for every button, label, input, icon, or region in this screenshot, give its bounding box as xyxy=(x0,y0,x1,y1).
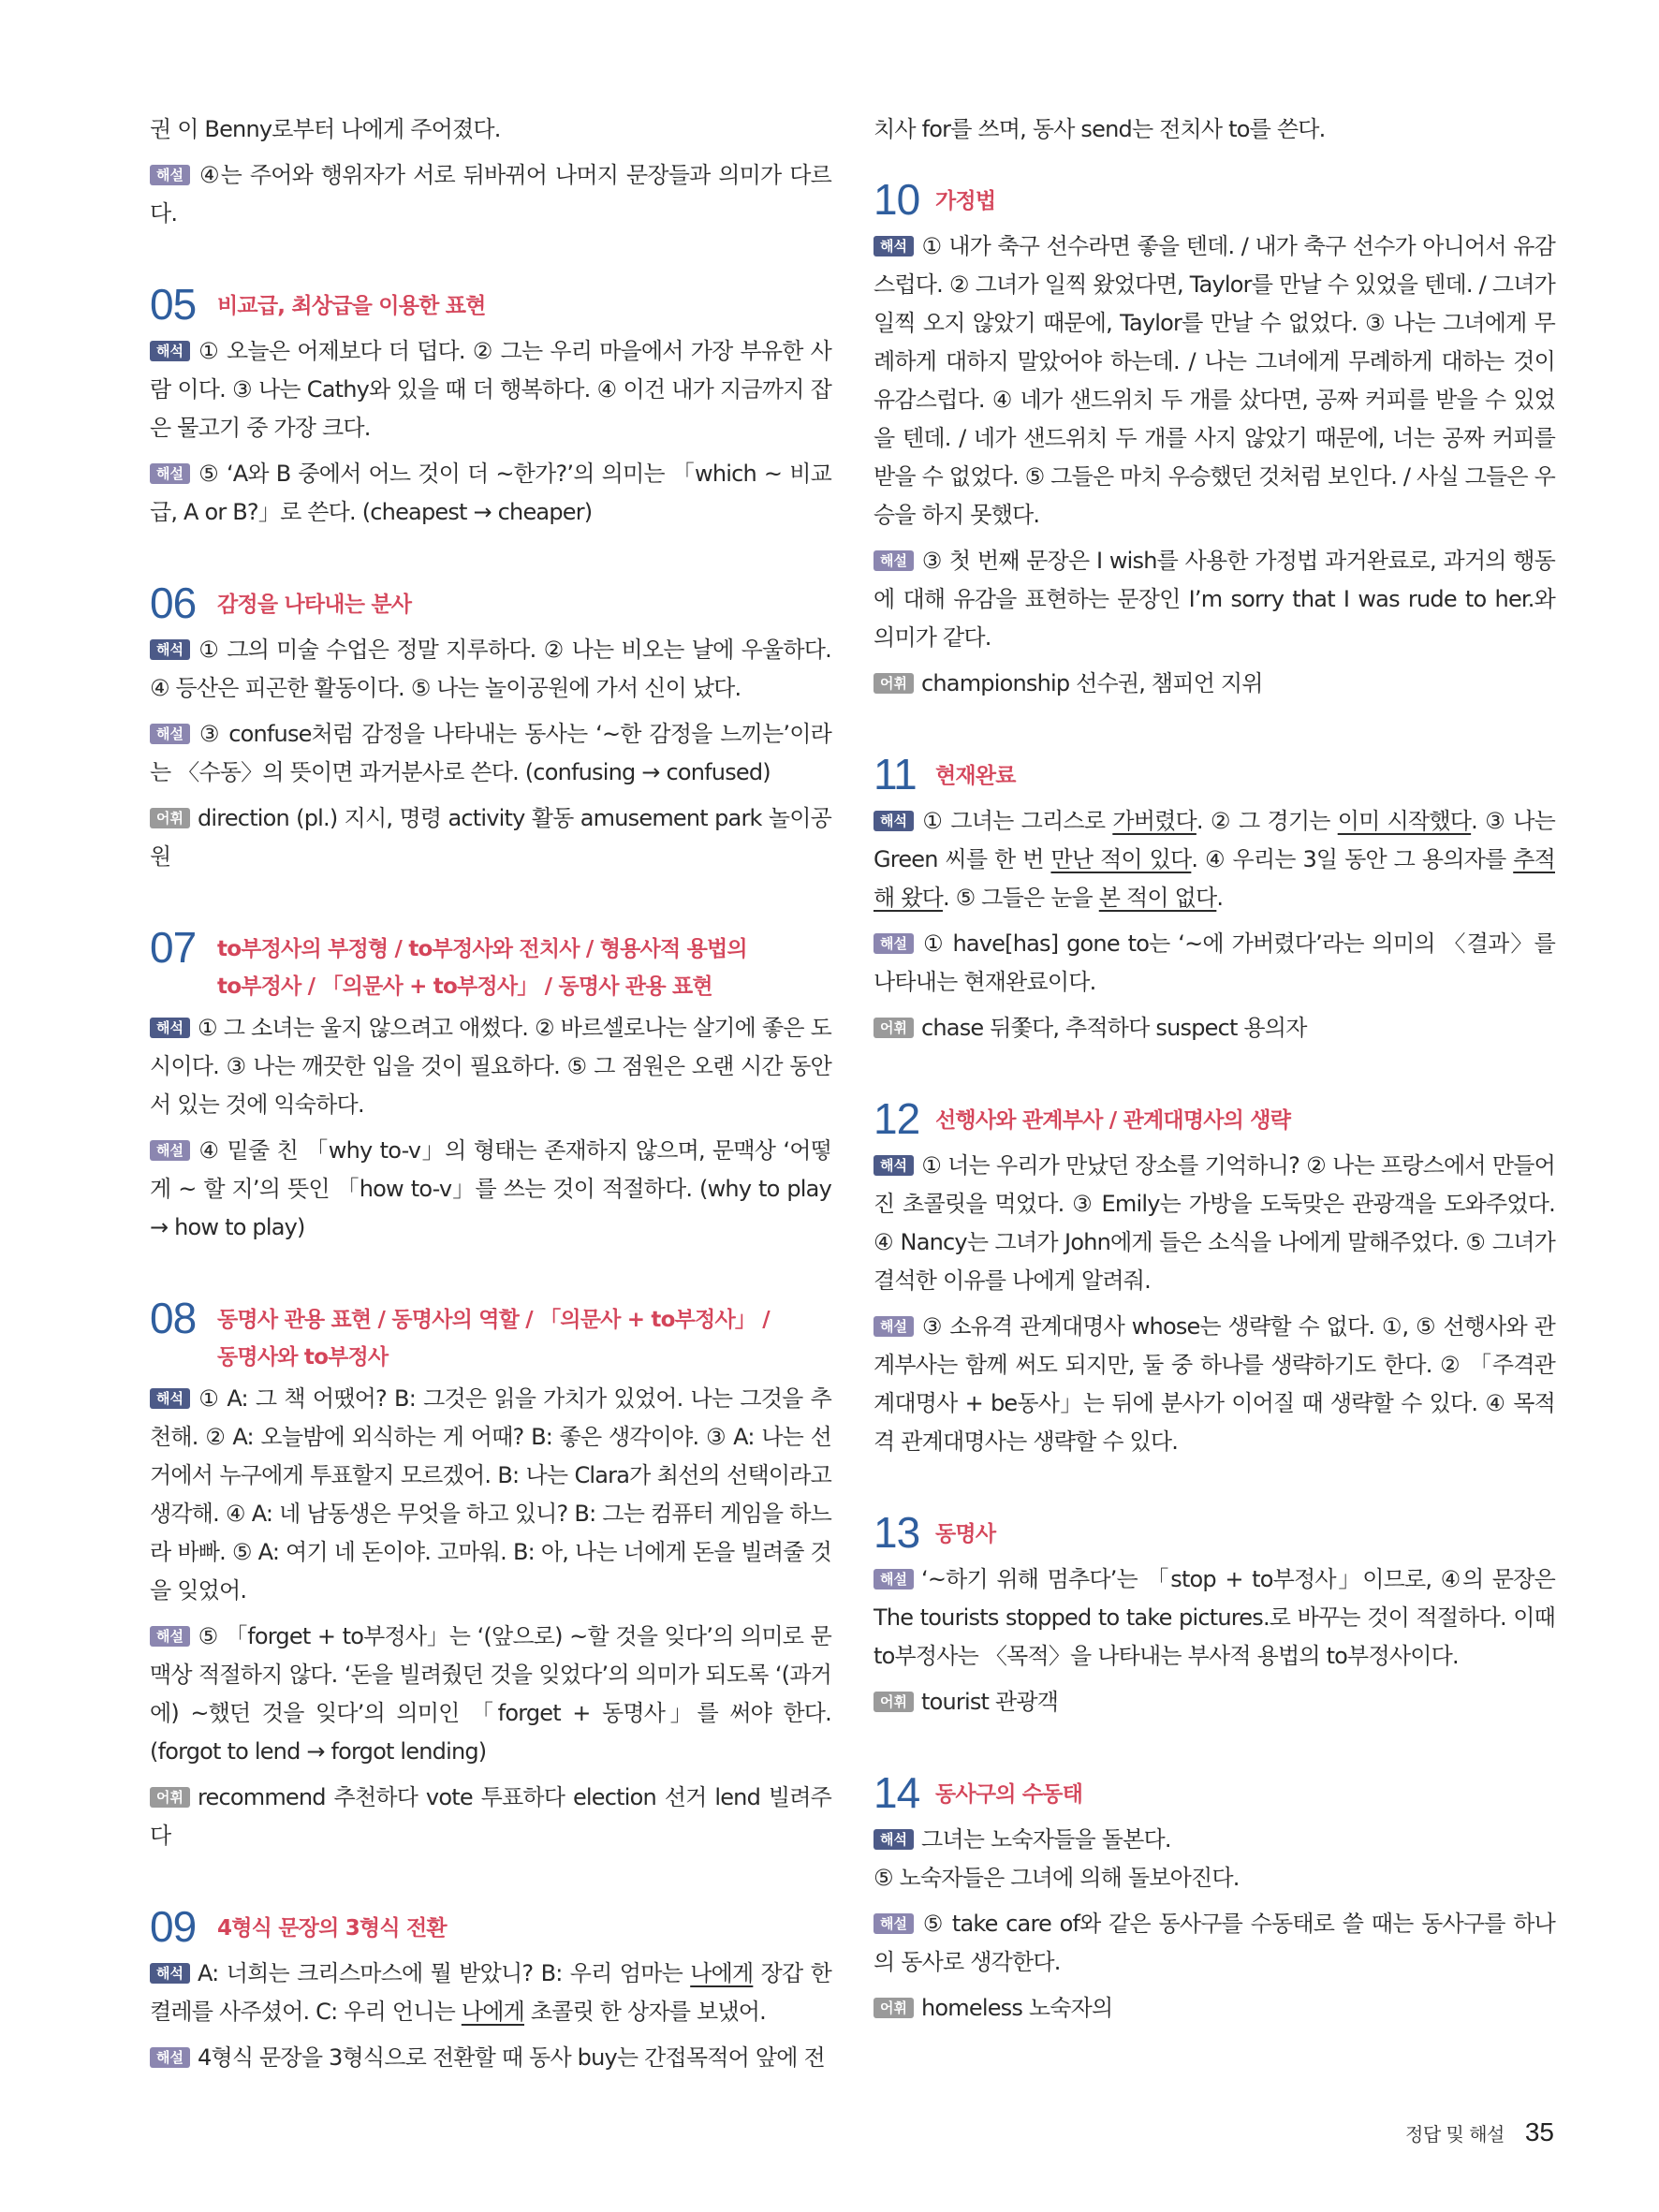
explanation xyxy=(150,455,831,532)
translation-badge: 해석 xyxy=(874,811,914,831)
section-header xyxy=(874,750,1555,798)
translation-line2: ⑤ 노숙자들은 그녀에 의해 돌보아진다. xyxy=(874,1865,1240,1891)
translation-badge: 해석 xyxy=(150,1018,190,1038)
section-title-line2: to부정사 / 「의문사 + to부정사」 / 동명사 관용 표현 xyxy=(217,974,712,999)
section-header xyxy=(874,1094,1555,1143)
translation xyxy=(150,1955,831,2031)
section-title-line2: 동명사와 to부정사 xyxy=(217,1345,389,1370)
translation-text: . ⑤ 그들은 눈을 xyxy=(942,885,1099,911)
translation-badge: 해석 xyxy=(150,1963,190,1984)
explanation-text: ‘~하기 위해 멈추다’는 「stop + to부정사」이므로, ④의 문장은 The tourists stopped to take pictures.로 바꾸는 것이 적절하다. 이때 to부정사는 〈목적〉을 나타내는 부사적 용법의 to부정사이다. xyxy=(874,1566,1555,1669)
explanation-text: ⑤ ‘A와 B 중에서 어느 것이 더 ~한가?’의 의미는 「which ~ 비교급, A or B?」로 쓴다. (cheapest → cheaper) xyxy=(150,461,831,525)
right-column xyxy=(874,110,1555,2035)
section-number: 06 xyxy=(150,579,197,627)
section-header xyxy=(150,1294,831,1376)
explanation-badge: 해설 xyxy=(874,1569,914,1589)
translation xyxy=(874,1147,1555,1300)
vocabulary xyxy=(874,1009,1555,1047)
explanation-badge: 해설 xyxy=(150,2047,190,2068)
vocabulary xyxy=(874,1989,1555,2028)
explanation xyxy=(150,715,831,792)
translation-text: . ③ 나는 Green 씨를 한 번 xyxy=(874,808,1555,872)
underlined-text: 만난 적이 있다 xyxy=(1050,846,1192,872)
underlined-text: 나에게 xyxy=(461,1999,524,2025)
explanation-text: ④ 밑줄 친 「why to-v」의 형태는 존재하지 않으며, 문맥상 ‘어떻게 ~ 할 지’의 뜻인 「how to-v」를 쓰는 것이 적절하다. (why to play → how to play) xyxy=(150,1137,831,1240)
translation xyxy=(150,332,831,447)
vocabulary xyxy=(150,799,831,876)
section-12 xyxy=(874,1094,1555,1461)
explanation-text: ③ 소유격 관계대명사 whose는 생략할 수 없다. ①, ⑤ 선행사와 관계부사는 함께 써도 되지만, 둘 중 하나를 생략하기도 한다. ② 「주격관계대명사 + be동사」는 뒤에 분사가 이어질 때 생략할 수 있다. ④ 목적격 관계대명사는 생략할 수 있다. xyxy=(874,1313,1555,1455)
section-number: 05 xyxy=(150,280,197,329)
section-14 xyxy=(874,1768,1555,2028)
vocabulary xyxy=(874,1683,1555,1721)
section-10 xyxy=(874,175,1555,703)
translation xyxy=(874,227,1555,535)
vocabulary xyxy=(150,1779,831,1855)
vocabulary-badge: 어휘 xyxy=(150,808,190,828)
translation-badge: 해석 xyxy=(874,1155,914,1176)
underlined-text: 이미 시작했다 xyxy=(1337,808,1472,834)
section-number: 08 xyxy=(150,1294,197,1342)
section-number: 11 xyxy=(874,750,917,798)
section-title: 동사구의 수동태 xyxy=(935,1782,1083,1807)
explanation xyxy=(150,2039,831,2077)
explanation-text: ⑤ take care of와 같은 동사구를 수동태로 쓸 때는 동사구를 하나의 동사로 생각한다. xyxy=(874,1911,1555,1975)
explanation-badge: 해설 xyxy=(874,1316,914,1337)
translation xyxy=(874,1821,1555,1859)
section-title: 동명사 관용 표현 / 동명사의 역할 / 「의문사 + to부정사」 / xyxy=(217,1308,770,1332)
intro-text: 권 이 Benny로부터 나에게 주어졌다. xyxy=(150,116,501,142)
vocabulary-text: homeless 노숙자의 xyxy=(920,1995,1113,2021)
section-title: 동명사 xyxy=(935,1522,996,1546)
section-header xyxy=(874,175,1555,224)
translation-badge: 해석 xyxy=(874,236,914,256)
underlined-text: 추적해 왔다 xyxy=(874,846,1555,911)
explanation xyxy=(150,1132,831,1247)
translation-text: ① A: 그 책 어땠어? B: 그것은 읽을 가치가 있었어. 나는 그것을 추천해. ② A: 오늘밤에 외식하는 게 어때? B: 좋은 생각이야. ③ A: 나는 선거에서 누구에게 투표할지 모르겠어. B: 나는 Clara가 최선의 선택이라고 생각해. ④ A: 네 남동생은 무엇을 하고 있니? B: 그는 컴퓨터 게임을 하느라 바빠. ⑤ A: 여기 네 돈이야. 고마워. B: 아, 나는 너에게 돈을 빌려줄 것을 잊었어. xyxy=(150,1385,831,1604)
underlined-text: 가버렸다 xyxy=(1112,808,1197,834)
translation-text: . ② 그 경기는 xyxy=(1196,808,1338,834)
translation-text: . ④ 우리는 3일 동안 그 용의자를 xyxy=(1191,846,1514,872)
explanation-badge: 해설 xyxy=(150,1140,190,1161)
section-title-block xyxy=(217,923,747,1005)
section-13 xyxy=(874,1508,1555,1721)
translation-text: ① 너는 우리가 만났던 장소를 기억하니? ② 나는 프랑스에서 만들어진 초콜릿을 먹었다. ③ Emily는 가방을 도둑맞은 관광객을 도와주었다. ④ Nancy는 그녀가 John에게 들은 소식을 나에게 말해주었다. ⑤ 그녀가 결석한 이유를 나에게 알려줘. xyxy=(874,1152,1555,1294)
translation-badge: 해석 xyxy=(150,1388,190,1409)
underlined-text: 나에게 xyxy=(690,1960,754,1986)
vocabulary xyxy=(874,665,1555,703)
intro-line xyxy=(150,110,831,149)
underlined-text: 본 적이 없다 xyxy=(1098,885,1217,911)
vocabulary-text: championship 선수권, 챔피언 지위 xyxy=(920,670,1263,696)
translation-badge: 해석 xyxy=(150,639,190,660)
explanation xyxy=(150,1618,831,1771)
explanation-text: ① have[has] gone to는 ‘~에 가버렸다’라는 의미의 〈결과〉를 나타내는 현재완료이다. xyxy=(874,930,1555,995)
page-number: 35 xyxy=(1524,2117,1554,2146)
vocabulary-badge: 어휘 xyxy=(874,1018,914,1038)
section-06 xyxy=(150,579,831,876)
intro-text: 치사 for를 쓰며, 동사 send는 전치사 to를 쓴다. xyxy=(874,116,1326,142)
section-number: 14 xyxy=(874,1768,920,1817)
footer-label: 정답 및 해설 xyxy=(1405,2123,1505,2146)
translation-badge: 해석 xyxy=(874,1829,914,1850)
vocabulary-badge: 어휘 xyxy=(874,673,914,694)
section-header xyxy=(874,1508,1555,1557)
explanation-badge: 해설 xyxy=(150,724,190,744)
explanation-badge: 해설 xyxy=(150,1626,190,1647)
section-11 xyxy=(874,750,1555,1047)
translation-text: 초콜릿 한 상자를 보냈어. xyxy=(523,1999,766,2025)
translation-badge: 해석 xyxy=(150,341,190,361)
section-header xyxy=(150,579,831,627)
section-title: 4형식 문장의 3형식 전환 xyxy=(217,1916,447,1941)
translation-text: ① 그 소녀는 울지 않으려고 애썼다. ② 바르셀로나는 살기에 좋은 도시이다. ③ 나는 깨끗한 입을 것이 필요하다. ⑤ 그 점원은 오랜 시간 동안 서 있는 것에 익숙하다. xyxy=(150,1015,831,1118)
vocabulary-text: chase 뒤쫓다, 추적하다 suspect 용의자 xyxy=(920,1015,1307,1041)
vocabulary-text: direction (pl.) 지시, 명령 activity 활동 amusement park 놀이공원 xyxy=(150,805,831,870)
section-07 xyxy=(150,923,831,1247)
section-header xyxy=(150,280,831,329)
translation-text: ① 오늘은 어제보다 더 덥다. ② 그는 우리 마을에서 가장 부유한 사람 이다. ③ 나는 Cathy와 있을 때 더 행복하다. ④ 이건 내가 지금까지 잡은 물고기 중 가장 크다. xyxy=(150,338,831,441)
translation-text: ① 그녀는 그리스로 xyxy=(920,808,1113,834)
explanation-badge: 해설 xyxy=(874,550,914,571)
translation-text: 장갑 한 켤레를 사주셨어. C: 우리 언니는 xyxy=(150,1960,831,2025)
section-title-block xyxy=(217,1294,770,1376)
section-number: 13 xyxy=(874,1508,920,1557)
translation xyxy=(150,1380,831,1610)
section-number: 09 xyxy=(150,1902,197,1951)
translation-text: ① 그의 미술 수업은 정말 지루하다. ② 나는 비오는 날에 우울하다. ④ 등산은 피곤한 활동이다. ⑤ 나는 놀이공원에 가서 신이 났다. xyxy=(150,637,831,701)
section-title: 가정법 xyxy=(935,189,996,213)
explanation-badge: 해설 xyxy=(874,1913,914,1934)
section-title: 비교급, 최상급을 이용한 표현 xyxy=(217,294,486,318)
translation-text: ① 내가 축구 선수라면 좋을 텐데. / 내가 축구 선수가 아니어서 유감스럽다. ② 그녀가 일찍 왔었다면, Taylor를 만날 수 있었을 텐데. / 그녀가 일찍 오지 않았기 때문에, Taylor를 만날 수 없었다. ③ 나는 그녀에게 무례하게 대하지 말았어야 하는데. / 나는 그녀에게 무례하게 대하는 것이 유감스럽다. ④ 네가 샌드위치 두 개를 샀다면, 공짜 커피를 받을 수 있었을 텐데. / 네가 샌드위치 두 개를 사지 않았기 때문에, 너는 공짜 커피를 받을 수 없었다. ⑤ 그들은 마치 우승했던 것처럼 보인다. / 사실 그들은 우승을 하지 못했다. xyxy=(874,233,1555,528)
translation-text: . xyxy=(1216,885,1224,911)
section-title: 선행사와 관계부사 / 관계대명사의 생략 xyxy=(935,1108,1291,1133)
section-title: 현재완료 xyxy=(935,764,1016,788)
section-title: to부정사의 부정형 / to부정사와 전치사 / 형용사적 용법의 xyxy=(217,937,747,961)
translation xyxy=(150,1009,831,1124)
explanation xyxy=(874,1905,1555,1982)
section-header xyxy=(874,1768,1555,1817)
translation xyxy=(150,631,831,708)
page-footer xyxy=(1405,2117,1554,2147)
vocabulary-text: tourist 관광객 xyxy=(920,1689,1059,1715)
translation-text: A: 너희는 크리스마스에 뭘 받았니? B: 우리 엄마는 xyxy=(197,1960,691,1986)
explanation xyxy=(874,542,1555,657)
section-header xyxy=(150,1902,831,1951)
explanation-badge: 해설 xyxy=(874,933,914,954)
section-05 xyxy=(150,280,831,532)
explanation-badge: 해설 xyxy=(150,463,190,484)
vocabulary-badge: 어휘 xyxy=(874,1998,914,2018)
explanation-text: 4형식 문장을 3형식으로 전환할 때 동사 buy는 간접목적어 앞에 전 xyxy=(197,2044,825,2071)
translation-text: 그녀는 노숙자들을 돌본다. xyxy=(920,1826,1171,1853)
section-09 xyxy=(150,1902,831,2077)
translation xyxy=(874,802,1555,917)
section-number: 12 xyxy=(874,1094,920,1143)
explanation xyxy=(874,925,1555,1002)
intro-line xyxy=(874,110,1555,149)
intro-explanation xyxy=(150,156,831,233)
explanation-text: ③ confuse처럼 감정을 나타내는 동사는 ‘~한 감정을 느끼는’이라는 〈수동〉의 뜻이면 과거분사로 쓴다. (confusing → confused) xyxy=(150,721,831,785)
section-number: 07 xyxy=(150,923,197,972)
explanation-text: ④는 주어와 행위자가 서로 뒤바뀌어 나머지 문장들과 의미가 다르다. xyxy=(150,162,831,227)
explanation-text: ⑤ 「forget + to부정사」는 ‘(앞으로) ~할 것을 잊다’의 의미로 문맥상 적절하지 않다. ‘돈을 빌려줬던 것을 잊었다’의 의미가 되도록 ‘(과거에) ~했던 것을 잊다’의 의미인 「forget + 동명사」를 써야 한다. (forgot to lend → forgot lending) xyxy=(150,1623,831,1765)
section-08 xyxy=(150,1294,831,1855)
explanation-text: ③ 첫 번째 문장은 I wish를 사용한 가정법 과거완료로, 과거의 행동에 대해 유감을 표현하는 문장인 I’m sorry that I was rude to her.와 의미가 같다. xyxy=(874,548,1555,651)
explanation xyxy=(874,1308,1555,1461)
section-number: 10 xyxy=(874,175,920,224)
section-header xyxy=(150,923,831,1005)
vocabulary-badge: 어휘 xyxy=(874,1692,914,1712)
vocabulary-text: recommend 추천하다 vote 투표하다 election 선거 lend 빌려주다 xyxy=(150,1784,831,1849)
explanation-badge: 해설 xyxy=(150,165,190,185)
left-column xyxy=(150,110,831,2085)
section-title: 감정을 나타내는 분사 xyxy=(217,593,412,617)
explanation xyxy=(874,1560,1555,1676)
vocabulary-badge: 어휘 xyxy=(150,1787,190,1808)
